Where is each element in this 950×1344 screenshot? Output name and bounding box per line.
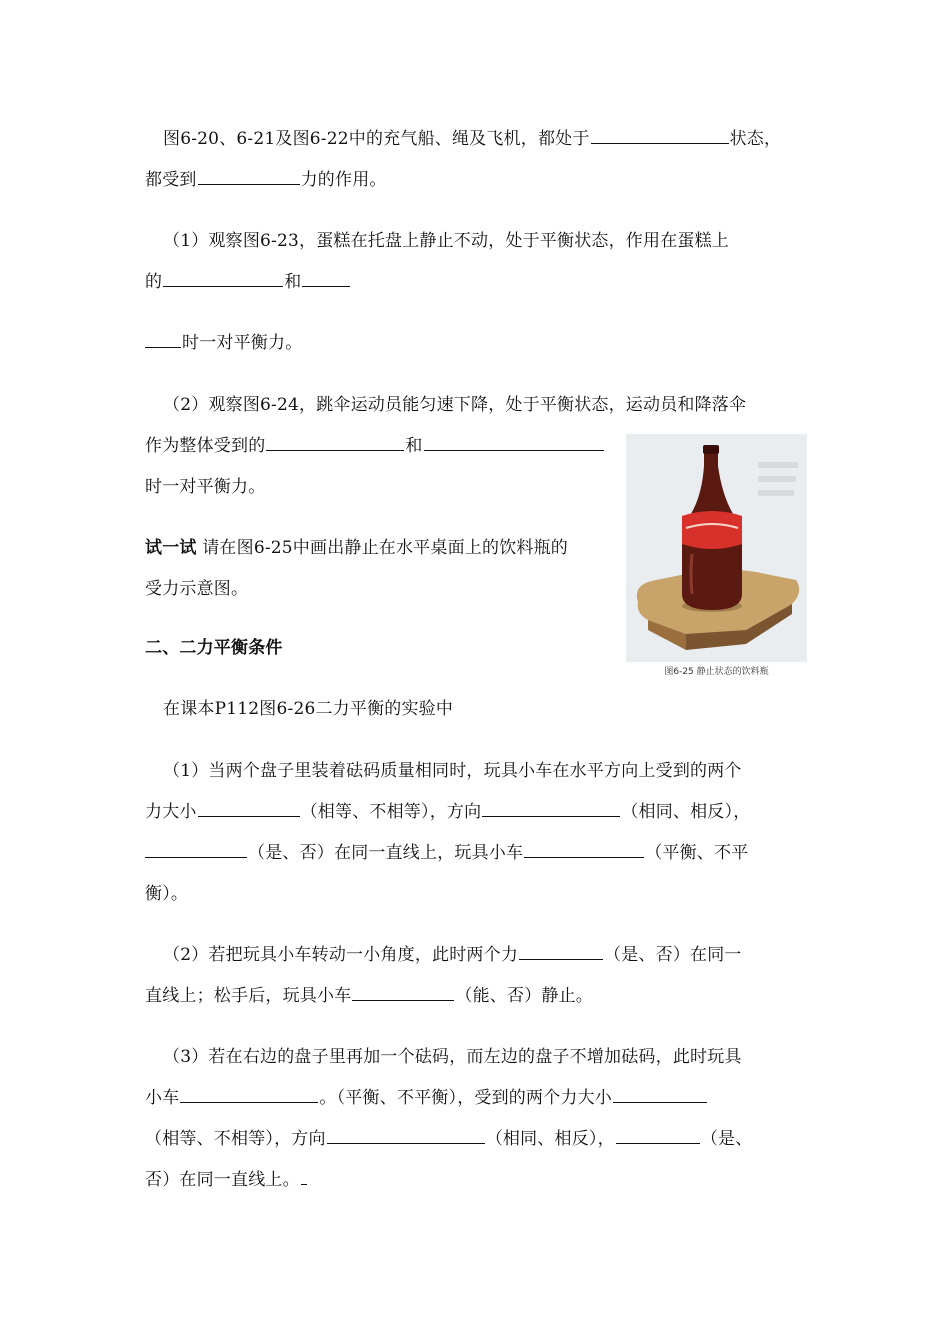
q2-line-3: 时一对平衡力。 xyxy=(145,477,266,497)
q2-text: 和 xyxy=(405,436,423,456)
q1-text: 的 xyxy=(145,272,163,292)
p1-text: （相同、相反）， xyxy=(621,802,751,822)
answer-blank[interactable] xyxy=(145,841,247,858)
p1-text: （相等、不相等），方向 xyxy=(300,802,482,822)
p1-line-4: 衡）。 xyxy=(145,884,189,904)
q1-text: 和 xyxy=(284,272,302,292)
q1-text: 时一对平衡力。 xyxy=(182,333,303,353)
try-label: 试一试 xyxy=(145,538,197,558)
answer-blank[interactable] xyxy=(145,331,181,348)
intro-line-1 xyxy=(163,127,781,151)
p3-line-2 xyxy=(145,1086,708,1110)
q1-line-3 xyxy=(145,331,302,355)
answer-blank[interactable] xyxy=(163,270,283,287)
p1-text: （平衡、不平 xyxy=(645,843,749,863)
p2-text: 直线上；松手后，玩具小车 xyxy=(145,986,352,1006)
p1-text: （是、否）在同一直线上，玩具小车 xyxy=(248,843,524,863)
section-intro: 在课本P112图6-26二力平衡的实验中 xyxy=(163,699,454,719)
p2-text: （2）若把玩具小车转动一小角度，此时两个力 xyxy=(163,945,519,965)
p2-line-1 xyxy=(163,943,742,967)
try-line-1 xyxy=(145,536,568,560)
p3-text: 否）在同一直线上。 xyxy=(145,1170,300,1190)
answer-blank[interactable] xyxy=(198,168,300,185)
section-heading: 二、二力平衡条件 xyxy=(145,638,283,658)
soda-bottle-figure xyxy=(626,434,807,662)
q2-line-1: （2）观察图6-24，跳伞运动员能匀速下降，处于平衡状态，运动员和降落伞 xyxy=(163,395,747,415)
p1-line-2 xyxy=(145,800,750,824)
answer-blank[interactable] xyxy=(519,943,603,960)
p3-line-1: （3）若在右边的盘子里再加一个砝码，而左边的盘子不增加砝码，此时玩具 xyxy=(163,1047,742,1067)
soda-bottle-icon xyxy=(626,434,807,662)
answer-blank[interactable] xyxy=(302,270,350,287)
answer-blank[interactable] xyxy=(327,1127,485,1144)
p2-text: （是、否）在同一 xyxy=(604,945,742,965)
p1-line-1: （1）当两个盘子里装着砝码质量相同时，玩具小车在水平方向上受到的两个 xyxy=(163,761,742,781)
p3-line-3 xyxy=(145,1127,752,1151)
p2-line-2 xyxy=(145,984,593,1008)
q1-line-2 xyxy=(145,270,351,294)
p3-line-4 xyxy=(145,1168,308,1192)
answer-blank[interactable] xyxy=(180,1086,318,1103)
answer-blank[interactable] xyxy=(424,434,604,451)
intro-line-2 xyxy=(145,168,387,192)
p1-text: 力大小 xyxy=(145,802,197,822)
try-text: 请在图6-25中画出静止在水平桌面上的饮料瓶的 xyxy=(196,538,569,558)
answer-blank[interactable] xyxy=(613,1086,707,1103)
try-line-2: 受力示意图。 xyxy=(145,579,249,599)
answer-blank[interactable] xyxy=(266,434,404,451)
answer-blank[interactable] xyxy=(352,984,454,1001)
answer-blank[interactable] xyxy=(591,127,729,144)
intro-text: 力的作用。 xyxy=(300,170,387,190)
answer-blank[interactable] xyxy=(616,1127,700,1144)
q2-line-2 xyxy=(145,434,605,458)
p2-text: （能、否）静止。 xyxy=(455,986,594,1006)
p3-text: （相等、不相等），方向 xyxy=(145,1129,326,1149)
intro-text: 都受到 xyxy=(145,170,197,190)
p3-text: 小车 xyxy=(145,1088,180,1108)
p3-text: 。（平衡、不平衡），受到的两个力大小 xyxy=(319,1088,613,1108)
figure-caption: 图6-25 静止状态的饮料瓶 xyxy=(664,667,769,677)
p1-line-3 xyxy=(145,841,748,865)
answer-blank[interactable] xyxy=(301,1168,307,1185)
p3-text: （是、 xyxy=(700,1129,753,1149)
q2-text: 作为整体受到的 xyxy=(145,436,266,456)
q1-line-1: （1）观察图6-23，蛋糕在托盘上静止不动，处于平衡状态，作用在蛋糕上 xyxy=(163,231,730,251)
answer-blank[interactable] xyxy=(482,800,620,817)
answer-blank[interactable] xyxy=(198,800,300,817)
intro-text: 状态， xyxy=(729,129,782,149)
answer-blank[interactable] xyxy=(524,841,644,858)
intro-text: 图6-20、6-21及图6-22中的充气船、绳及飞机，都处于 xyxy=(163,129,590,149)
p3-text: （相同、相反）， xyxy=(485,1129,615,1149)
